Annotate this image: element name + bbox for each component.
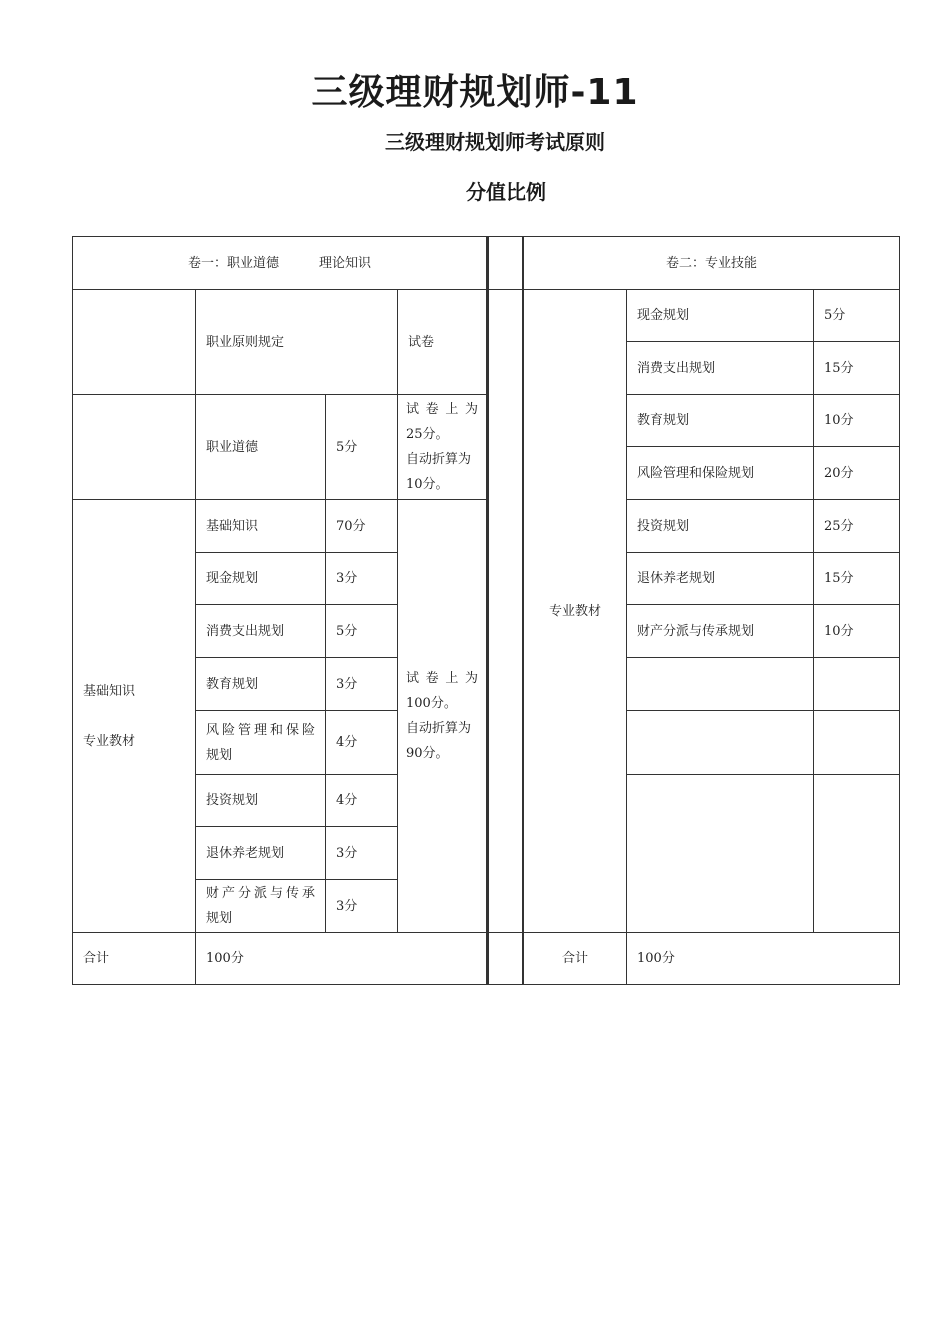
right-total-value: 100分 bbox=[637, 951, 675, 966]
ethics-note-line: 自动折算为 bbox=[406, 452, 472, 467]
table-rule bbox=[486, 236, 489, 985]
table-rule bbox=[626, 774, 900, 775]
left-item-name-line: 规划 bbox=[206, 911, 233, 926]
left-item-name bbox=[196, 711, 325, 774]
ethics-score: 5分 bbox=[336, 439, 358, 455]
group-label bbox=[73, 500, 195, 932]
left-item-name: 退休养老规划 bbox=[206, 845, 285, 861]
group-note-line: 90分。 bbox=[406, 746, 449, 761]
section-heading: 分值比例 bbox=[466, 180, 546, 204]
document-subtitle: 三级理财规划师考试原则 bbox=[385, 130, 605, 154]
left-item-score: 3分 bbox=[336, 898, 358, 914]
ethics-note-line: 10分。 bbox=[406, 477, 449, 492]
right-item-name: 投资规划 bbox=[637, 518, 690, 534]
document-title: 三级理财规划师-11 bbox=[311, 72, 639, 113]
group-note-line: 试 卷 上 为 bbox=[406, 671, 478, 686]
right-item-score: 15分 bbox=[824, 571, 854, 586]
right-group-label: 专业教材 bbox=[548, 603, 601, 619]
left-item-name: 投资规划 bbox=[206, 793, 259, 808]
group-note bbox=[398, 500, 486, 932]
right-item-score: 10分 bbox=[824, 413, 854, 428]
paper-one-header bbox=[73, 237, 486, 289]
ethics-note-line: 试 卷 上 为 bbox=[406, 402, 478, 417]
ethics-name: 职业道德 bbox=[206, 439, 259, 455]
right-item-name: 现金规划 bbox=[637, 308, 690, 323]
right-item-name: 消费支出规划 bbox=[637, 360, 716, 376]
left-item-score: 5分 bbox=[336, 623, 358, 639]
right-item-score: 25分 bbox=[824, 518, 854, 534]
right-item-score: 20分 bbox=[824, 465, 854, 481]
table-rule bbox=[626, 710, 900, 711]
right-item-name: 退休养老规划 bbox=[637, 571, 716, 586]
table-rule bbox=[899, 236, 900, 985]
group-label-line: 基础知识 bbox=[83, 683, 136, 699]
right-item-name: 财产分派与传承规划 bbox=[637, 623, 755, 639]
left-item-score: 70分 bbox=[336, 518, 366, 534]
left-item-name: 消费支出规划 bbox=[206, 623, 285, 639]
left-item-score: 3分 bbox=[336, 571, 358, 586]
group-note-line: 100分。 bbox=[406, 696, 457, 711]
right-total-label: 合计 bbox=[561, 951, 588, 966]
left-item-name-line: 规划 bbox=[206, 747, 233, 763]
right-item-score: 10分 bbox=[824, 623, 854, 639]
left-item-name: 现金规划 bbox=[206, 571, 259, 586]
rule-label: 职业原则规定 bbox=[206, 334, 285, 350]
left-item-name-line: 财产分派与传承 bbox=[206, 886, 315, 901]
table-rule bbox=[626, 657, 900, 658]
left-item-score: 4分 bbox=[336, 735, 358, 750]
left-total-value: 100分 bbox=[206, 951, 244, 966]
group-label-line: 专业教材 bbox=[83, 733, 136, 749]
ethics-note bbox=[398, 395, 486, 499]
left-item-name bbox=[196, 880, 325, 932]
left-item-name-line: 风险管理和保险 bbox=[206, 722, 315, 738]
left-item-name: 教育规划 bbox=[206, 676, 259, 692]
left-item-score: 3分 bbox=[336, 845, 358, 861]
right-item-score: 15分 bbox=[824, 360, 854, 376]
paper-two-header: 卷二：专业技能 bbox=[665, 255, 757, 271]
right-item-name: 风险管理和保险规划 bbox=[637, 465, 755, 481]
left-item-score: 4分 bbox=[336, 793, 358, 808]
left-total-label: 合计 bbox=[83, 951, 110, 966]
rule-note: 试卷 bbox=[408, 334, 435, 350]
right-item-name: 教育规划 bbox=[637, 413, 690, 428]
paper-one-title: 卷一：职业道德 bbox=[187, 255, 279, 271]
left-item-score: 3分 bbox=[336, 676, 358, 692]
group-note-line: 自动折算为 bbox=[406, 721, 472, 736]
paper-one-subtitle: 理论知识 bbox=[319, 255, 372, 271]
right-item-score: 5分 bbox=[824, 308, 846, 323]
ethics-note-line: 25分。 bbox=[406, 427, 449, 442]
left-item-name: 基础知识 bbox=[206, 518, 259, 534]
